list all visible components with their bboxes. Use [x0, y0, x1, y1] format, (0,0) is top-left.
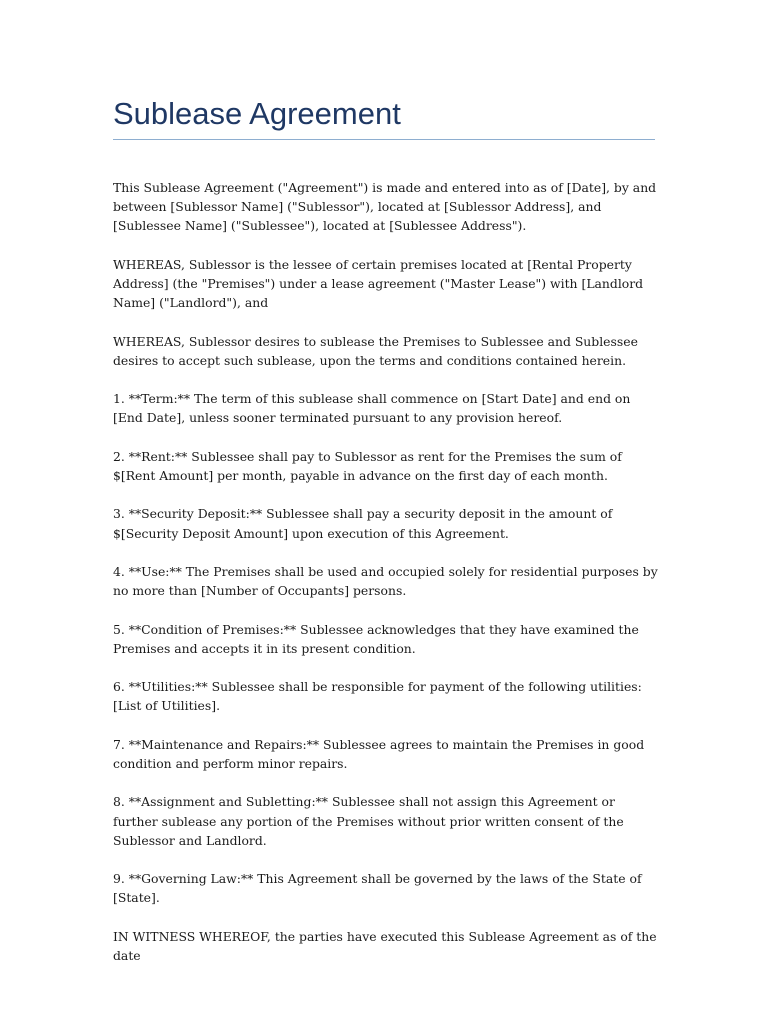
clause-rent: 2. **Rent:** Sublessee shall pay to Sublessor as rent for the Premises the sum of $[Rent Amount] per month, payable in advance on the first day of each month. [113, 448, 622, 483]
clause-governing-law: 9. **Governing Law:** This Agreement shall be governed by the laws of the State of [State]. [113, 871, 642, 906]
clause-assignment-subletting: 8. **Assignment and Subletting:** Sublessee shall not assign this Agreement or further sublease any portion of the Premises without prior written consent of the Sublessor and Landlord. [113, 794, 624, 848]
clause-condition-of-premises: 5. **Condition of Premises:** Sublessee acknowledges that they have examined the Premises and accepts it in its present condition. [113, 621, 639, 656]
paragraph-witness: IN WITNESS WHEREOF, the parties have executed this Sublease Agreement as of the date [113, 928, 657, 963]
paragraph-whereas-lessee: WHEREAS, Sublessor is the lessee of certain premises located at [Rental Property Address] (the "Premises") under a lease agreement ("Master Lease") with [Landlord Name] ("Landlord"), and [113, 256, 644, 311]
clause-utilities: 6. **Utilities:** Sublessee shall be responsible for payment of the following utilities: [List of Utilities]. [113, 679, 642, 714]
clause-maintenance-repairs: 7. **Maintenance and Repairs:** Sublessee agrees to maintain the Premises in good condition and perform minor repairs. [113, 736, 645, 771]
document-body [113, 178, 658, 984]
clause-security-deposit: 3. **Security Deposit:** Sublessee shall pay a security deposit in the amount of $[Security Deposit Amount] upon execution of this Agreement. [113, 506, 613, 541]
document-title: Sublease Agreement [113, 96, 401, 131]
clause-term: 1. **Term:** The term of this sublease shall commence on [Start Date] and end on [End Date], unless sooner terminated pursuant to any provision hereof. [113, 391, 631, 426]
clause-use: 4. **Use:** The Premises shall be used and occupied solely for residential purposes by no more than [Number of Occupants] persons. [113, 563, 658, 599]
paragraph-intro: This Sublease Agreement ("Agreement") is made and entered into as of [Date], by and between [Sublessor Name] ("Sublessor"), located at [Sublessor Address], and [Sublessee Name] ("Sublessee"), located at [Sublessee Address"). [113, 180, 657, 234]
title-divider [113, 139, 655, 140]
paragraph-whereas-sublease: WHEREAS, Sublessor desires to sublease the Premises to Sublessee and Sublessee desires to accept such sublease, upon the terms and conditions contained herein. [113, 333, 638, 368]
